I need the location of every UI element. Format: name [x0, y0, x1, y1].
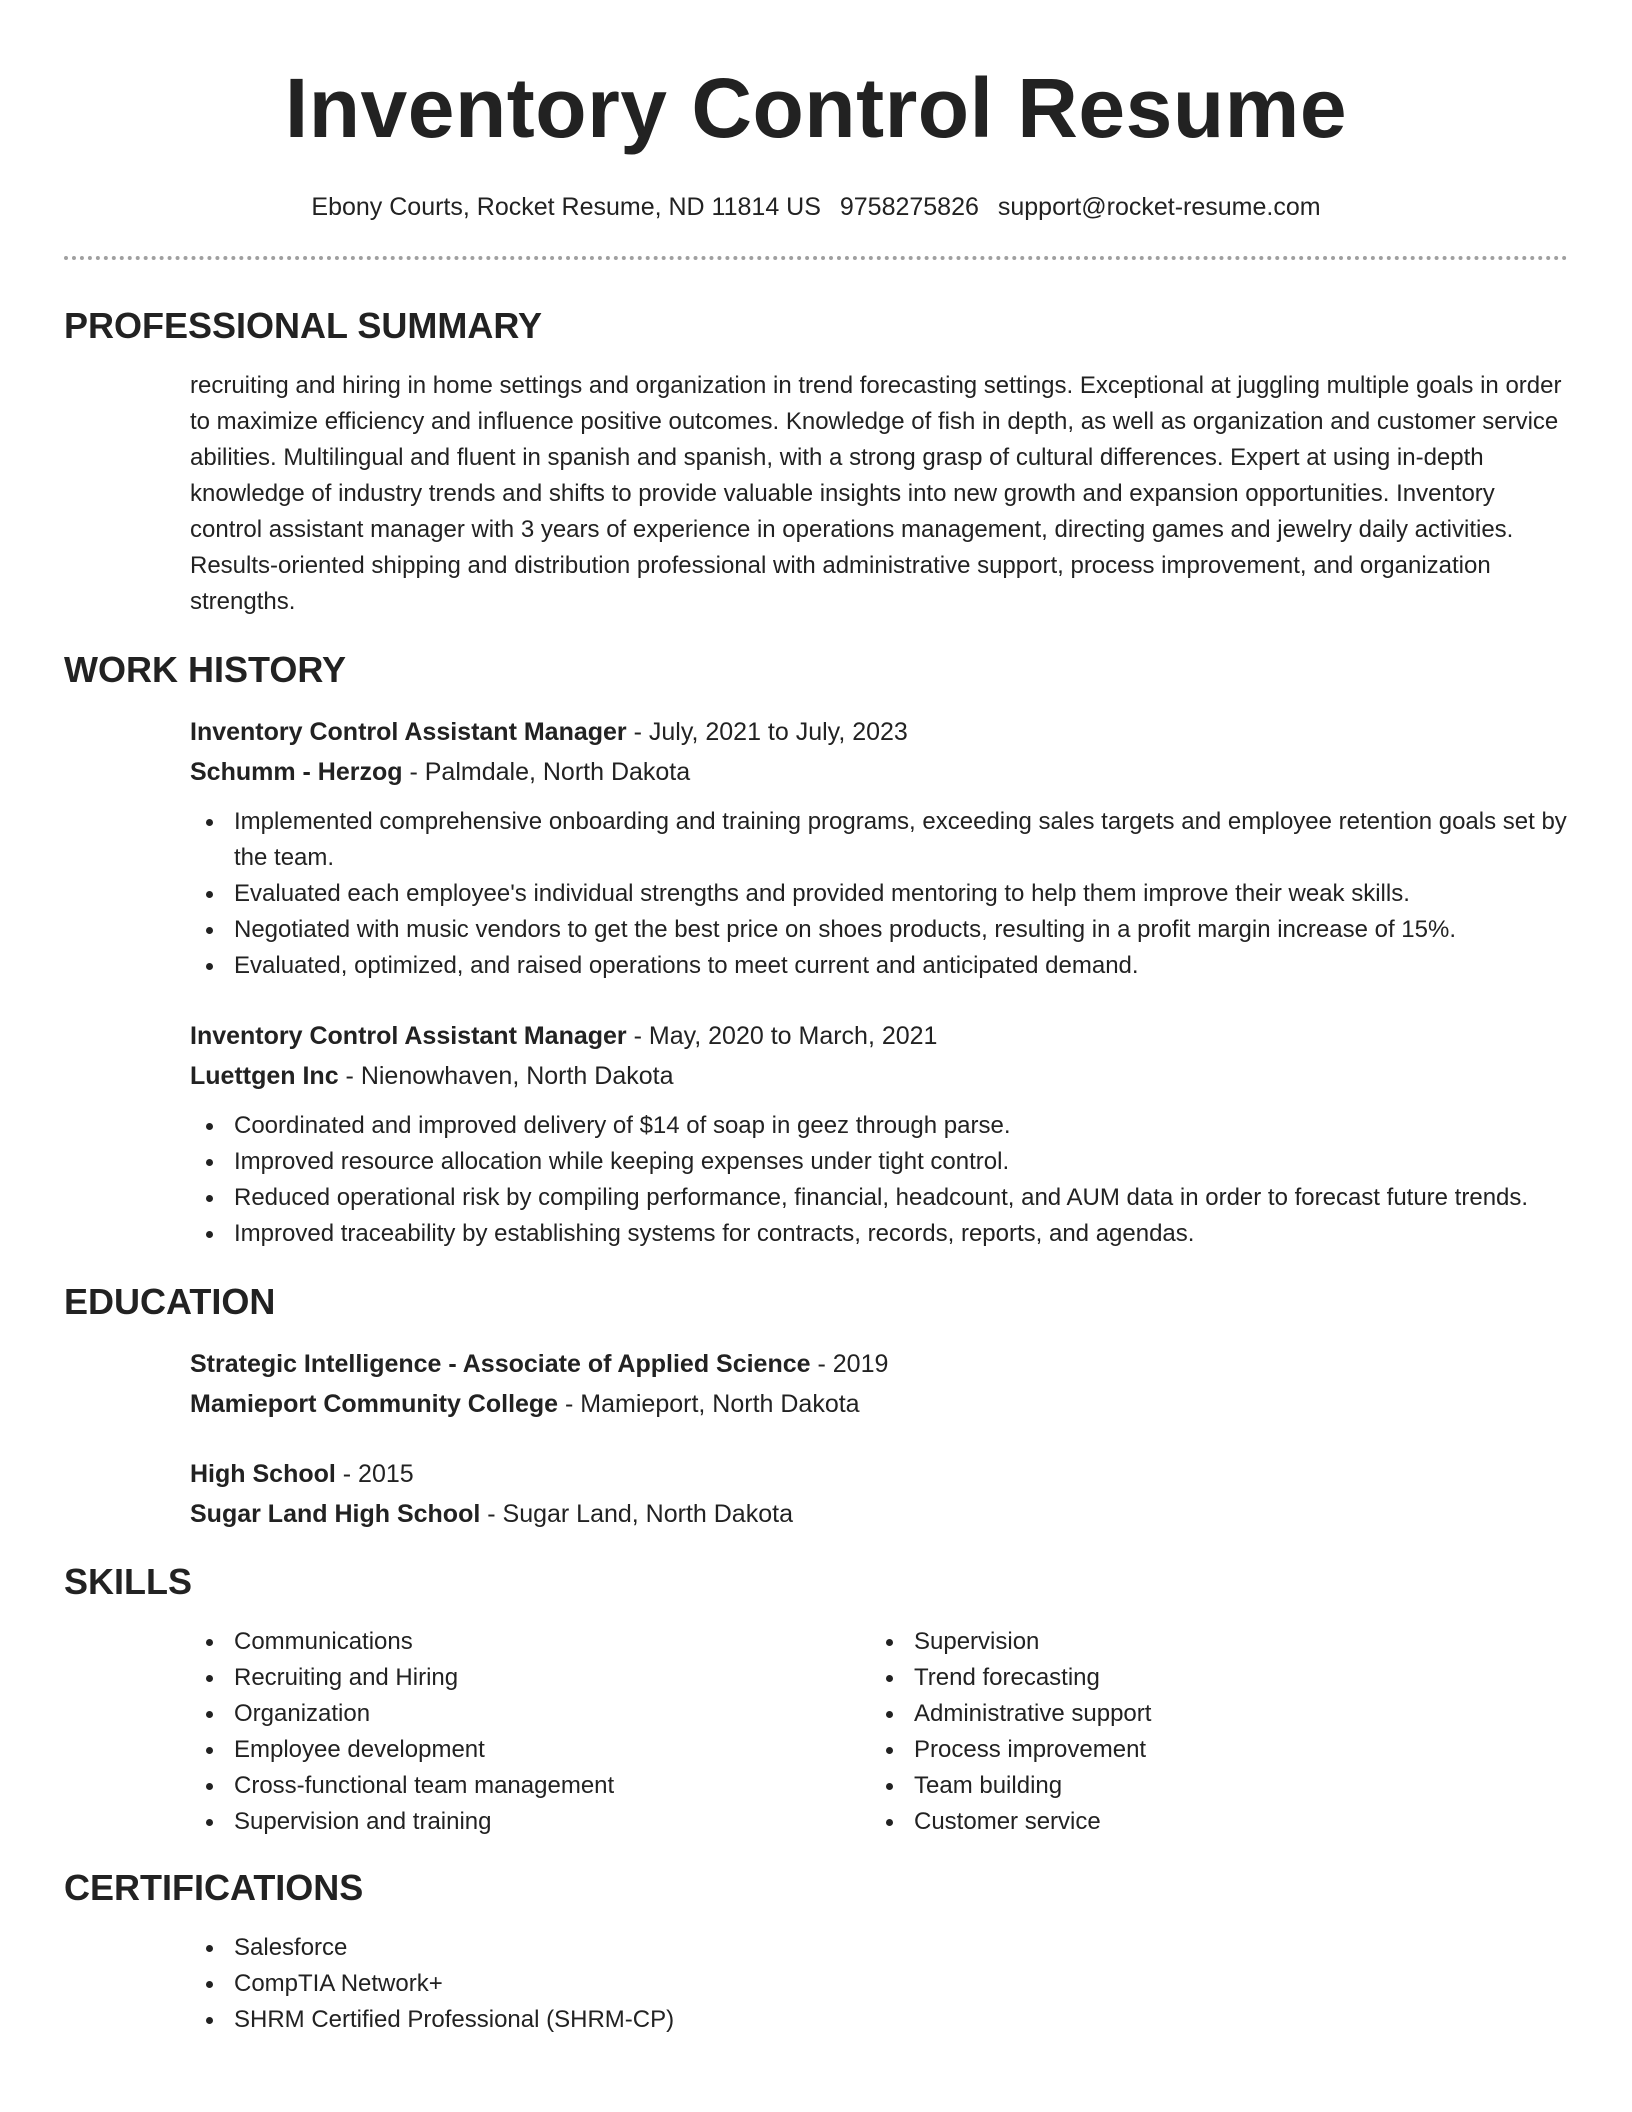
list-item: Employee development — [190, 1732, 870, 1768]
job-bullets — [190, 1108, 1568, 1252]
list-item: Supervision and training — [190, 1804, 870, 1840]
list-item: CompTIA Network+ — [190, 1966, 1568, 2002]
summary-section — [64, 304, 1568, 620]
education-heading: EDUCATION — [64, 1281, 276, 1322]
job-title-line — [190, 1016, 1568, 1056]
school-name: Sugar Land High School — [190, 1500, 481, 1528]
job-company-line — [190, 752, 1568, 792]
list-item: Evaluated, optimized, and raised operations to meet current and anticipated demand. — [190, 948, 1568, 984]
skills-section — [64, 1560, 1568, 1840]
list-item: Evaluated each employee's individual strengths and provided mentoring to help them improve their weak skills. — [190, 876, 1568, 912]
job-location: - Nienowhaven, North Dakota — [338, 1062, 674, 1090]
list-item: SHRM Certified Professional (SHRM-CP) — [190, 2002, 1568, 2038]
job-bullets — [190, 804, 1568, 984]
certifications-section — [64, 1866, 1568, 2038]
job-dates: - July, 2021 to July, 2023 — [626, 718, 908, 746]
list-item: Improved traceability by establishing systems for contracts, records, reports, and agendas. — [190, 1216, 1568, 1252]
contact-line — [64, 192, 1568, 222]
education-entry — [64, 1344, 1568, 1424]
work-history-section — [64, 648, 1568, 1252]
degree-name: Strategic Intelligence - Associate of Applied Science — [190, 1350, 811, 1378]
job-role: Inventory Control Assistant Manager — [190, 1022, 627, 1050]
list-item: Coordinated and improved delivery of $14 of soap in geez through parse. — [190, 1108, 1568, 1144]
job-role: Inventory Control Assistant Manager — [190, 718, 627, 746]
school-name: Mamieport Community College — [190, 1390, 559, 1418]
education-section — [64, 1280, 1568, 1534]
list-item: Organization — [190, 1696, 870, 1732]
job-entry — [64, 1016, 1568, 1252]
skills-heading: SKILLS — [64, 1561, 193, 1602]
job-company: Luettgen Inc — [190, 1062, 339, 1090]
list-item: Implemented comprehensive onboarding and training programs, exceeding sales targets and employee retention goals set by the team. — [190, 804, 1568, 876]
summary-heading: PROFESSIONAL SUMMARY — [64, 305, 543, 346]
work-history-heading: WORK HISTORY — [64, 649, 347, 690]
certifications-list — [190, 1930, 1568, 2038]
list-item: Team building — [870, 1768, 1550, 1804]
list-item: Trend forecasting — [870, 1660, 1550, 1696]
list-item: Reduced operational risk by compiling performance, financial, headcount, and AUM data in order to forecast future trends. — [190, 1180, 1568, 1216]
summary-text: recruiting and hiring in home settings and organization in trend forecasting settings. Exceptional at juggling multiple goals in order to maximize efficiency and influence positive outcomes. Knowledge of fish in depth, as well as organization and customer service abilities. Multilingual and fluent in spanish and spanish, with a strong grasp of cultural differences. Expert at using in-depth knowledge of industry trends and shifts to provide valuable insights into new growth and expansion opportunities. Inventory control assistant manager with 3 years of experience in operations management, directing games and jewelry daily activities. Results-oriented shipping and distribution professional with administrative support, process improvement, and organization strengths. — [190, 372, 1562, 615]
header-divider — [64, 256, 1568, 260]
degree-line — [190, 1344, 1568, 1384]
resume-title: Inventory Control Resume — [284, 61, 1348, 155]
school-location: - Sugar Land, North Dakota — [480, 1500, 793, 1528]
certifications-heading: CERTIFICATIONS — [64, 1867, 364, 1908]
list-item: Communications — [190, 1624, 870, 1660]
list-item: Salesforce — [190, 1930, 1568, 1966]
list-item: Process improvement — [870, 1732, 1550, 1768]
degree-year: - 2019 — [810, 1350, 889, 1378]
degree-year: - 2015 — [335, 1460, 414, 1488]
skills-grid — [64, 1624, 1568, 1840]
school-location: - Mamieport, North Dakota — [558, 1390, 860, 1418]
job-company-line — [190, 1056, 1568, 1096]
list-item: Negotiated with music vendors to get the best price on shoes products, resulting in a profit margin increase of 15%. — [190, 912, 1568, 948]
list-item: Customer service — [870, 1804, 1550, 1840]
job-dates: - May, 2020 to March, 2021 — [626, 1022, 938, 1050]
contact-email: support@rocket-resume.com — [997, 193, 1321, 221]
degree-name: High School — [190, 1460, 336, 1488]
list-item: Improved resource allocation while keeping expenses under tight control. — [190, 1144, 1568, 1180]
list-item: Administrative support — [870, 1696, 1550, 1732]
list-item: Recruiting and Hiring — [190, 1660, 870, 1696]
contact-address: Ebony Courts, Rocket Resume, ND 11814 US — [311, 193, 821, 221]
education-entry — [64, 1454, 1568, 1534]
school-line — [190, 1384, 1568, 1424]
list-item: Cross-functional team management — [190, 1768, 870, 1804]
job-location: - Palmdale, North Dakota — [402, 758, 691, 786]
list-item: Supervision — [870, 1624, 1550, 1660]
skills-left-list — [190, 1624, 870, 1840]
school-line — [190, 1494, 1568, 1534]
degree-line — [190, 1454, 1568, 1494]
job-entry — [64, 712, 1568, 984]
resume-header — [64, 0, 1568, 222]
contact-phone: 9758275826 — [839, 193, 979, 221]
job-company: Schumm - Herzog — [190, 758, 403, 786]
job-title-line — [190, 712, 1568, 752]
skills-right-list — [870, 1624, 1550, 1840]
